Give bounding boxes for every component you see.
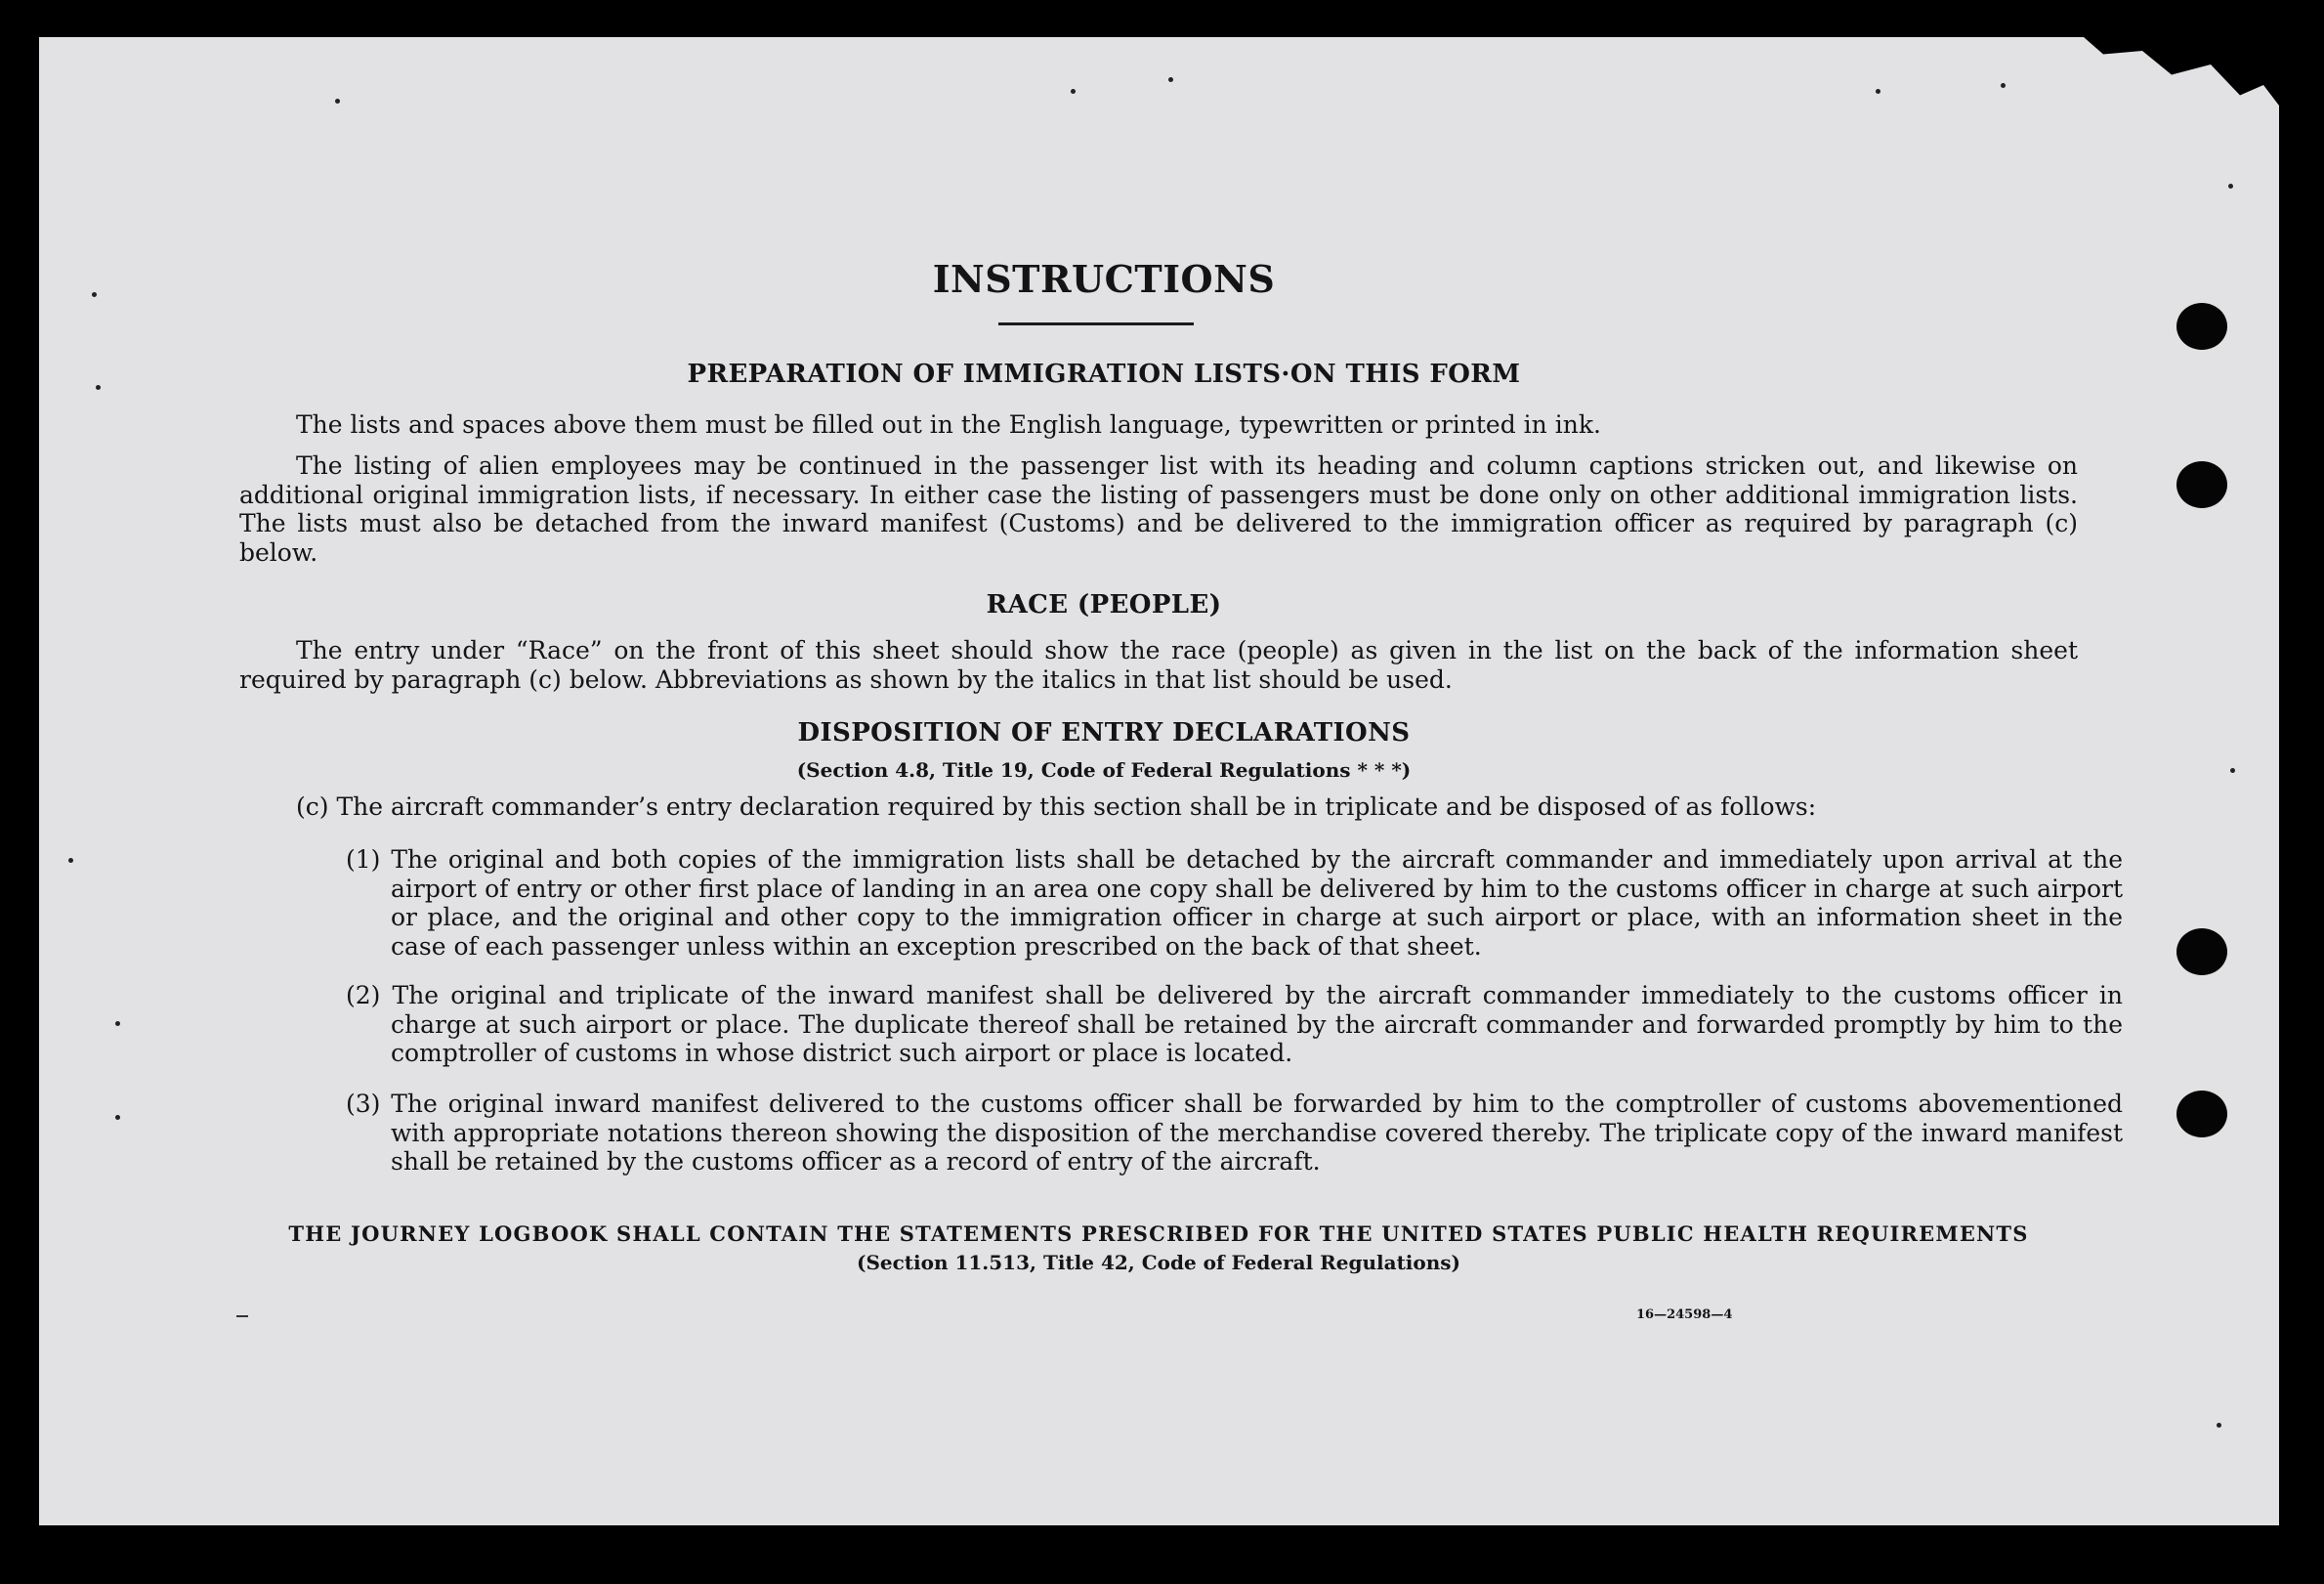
health-requirements-citation: (Section 11.513, Title 42, Code of Federal Regulations) bbox=[856, 1251, 1461, 1274]
dust-speck bbox=[335, 99, 340, 104]
dust-speck bbox=[1168, 77, 1173, 82]
dust-speck bbox=[1876, 89, 1880, 94]
dust-speck bbox=[115, 1115, 120, 1120]
torn-corner bbox=[2084, 37, 2279, 106]
disposition-clause-2: (2) The original and triplicate of the inward manifest shall be delivered by the aircraft commander immediately to the customs officer in charge at such airport or place. The duplicate thereof shall be retained by the aircraft commander and forwarded promptly by him to the comptroller of customs in whose district such airport or place is located. bbox=[346, 981, 2123, 1067]
dust-speck bbox=[2228, 184, 2233, 189]
disposition-heading: DISPOSITION OF ENTRY DECLARATIONS bbox=[797, 718, 1411, 748]
dust-speck bbox=[2230, 768, 2235, 773]
punch-hole bbox=[2176, 461, 2227, 508]
document-title: INSTRUCTIONS bbox=[932, 257, 1276, 301]
paper-sheet bbox=[39, 37, 2279, 1525]
form-number: 16—24598—4 bbox=[1636, 1307, 1733, 1322]
preparation-heading: PREPARATION OF IMMIGRATION LISTS·ON THIS FORM bbox=[687, 360, 1521, 389]
dust-speck bbox=[2217, 1423, 2221, 1428]
disposition-clause-1: (1) The original and both copies of the immigration lists shall be detached by the aircraft commander and immediately upon arrival at the airport of entry or other first place of landing in an area one copy shall be delivered by him to the customs officer in charge at such airport or place, and the original and other copy to the immigration officer in charge at such airport or place, with an information sheet in the case of each passenger unless within an exception prescribed on the back of that sheet. bbox=[346, 845, 2123, 961]
punch-hole bbox=[2176, 928, 2227, 975]
dust-speck bbox=[115, 1021, 120, 1026]
punch-hole bbox=[2176, 1091, 2227, 1137]
race-heading: RACE (PEOPLE) bbox=[986, 590, 1222, 620]
disposition-clause-3: (3) The original inward manifest delivered to the customs officer shall be forwarded by him to the comptroller of customs abovementioned with appropriate notations thereon showing the disposition of the merchandise covered thereby. The triplicate copy of the inward manifest shall be retained by the customs officer as a record of entry of the aircraft. bbox=[346, 1090, 2123, 1176]
disposition-intro: (c) The aircraft commander’s entry declaration required by this section shall be in triplicate and be disposed of as follows: bbox=[296, 792, 1817, 821]
dust-speck bbox=[1071, 89, 1076, 94]
dust-speck bbox=[68, 858, 73, 863]
preparation-paragraph-1: The lists and spaces above them must be filled out in the English language, typewritten or printed in ink. bbox=[296, 410, 1601, 439]
preparation-paragraph-2: The listing of alien employees may be continued in the passenger list with its heading and column captions stricken out, and likewise on additional original immigration lists, if necessary. In either case the listing of passengers must be done only on other additional immigration lists. The lists must also be detached from the inward manifest (Customs) and be delivered to the immigration officer as required by paragraph (c) below. bbox=[239, 451, 2078, 567]
title-underline bbox=[998, 322, 1194, 325]
health-requirements-statement: THE JOURNEY LOGBOOK SHALL CONTAIN THE STATEMENTS PRESCRIBED FOR THE UNITED STATES PUBLIC HEALTH REQUIREMENTS bbox=[288, 1221, 2029, 1246]
race-paragraph: The entry under “Race” on the front of this sheet should show the race (people) as given in the list on the back of the information sheet required by paragraph (c) below. Abbreviations as shown by the italics in that list should be used. bbox=[239, 636, 2078, 694]
dust-speck bbox=[2001, 83, 2006, 88]
margin-dash bbox=[236, 1315, 248, 1317]
disposition-citation: (Section 4.8, Title 19, Code of Federal Regulations * * *) bbox=[796, 758, 1412, 782]
punch-hole bbox=[2176, 303, 2227, 350]
